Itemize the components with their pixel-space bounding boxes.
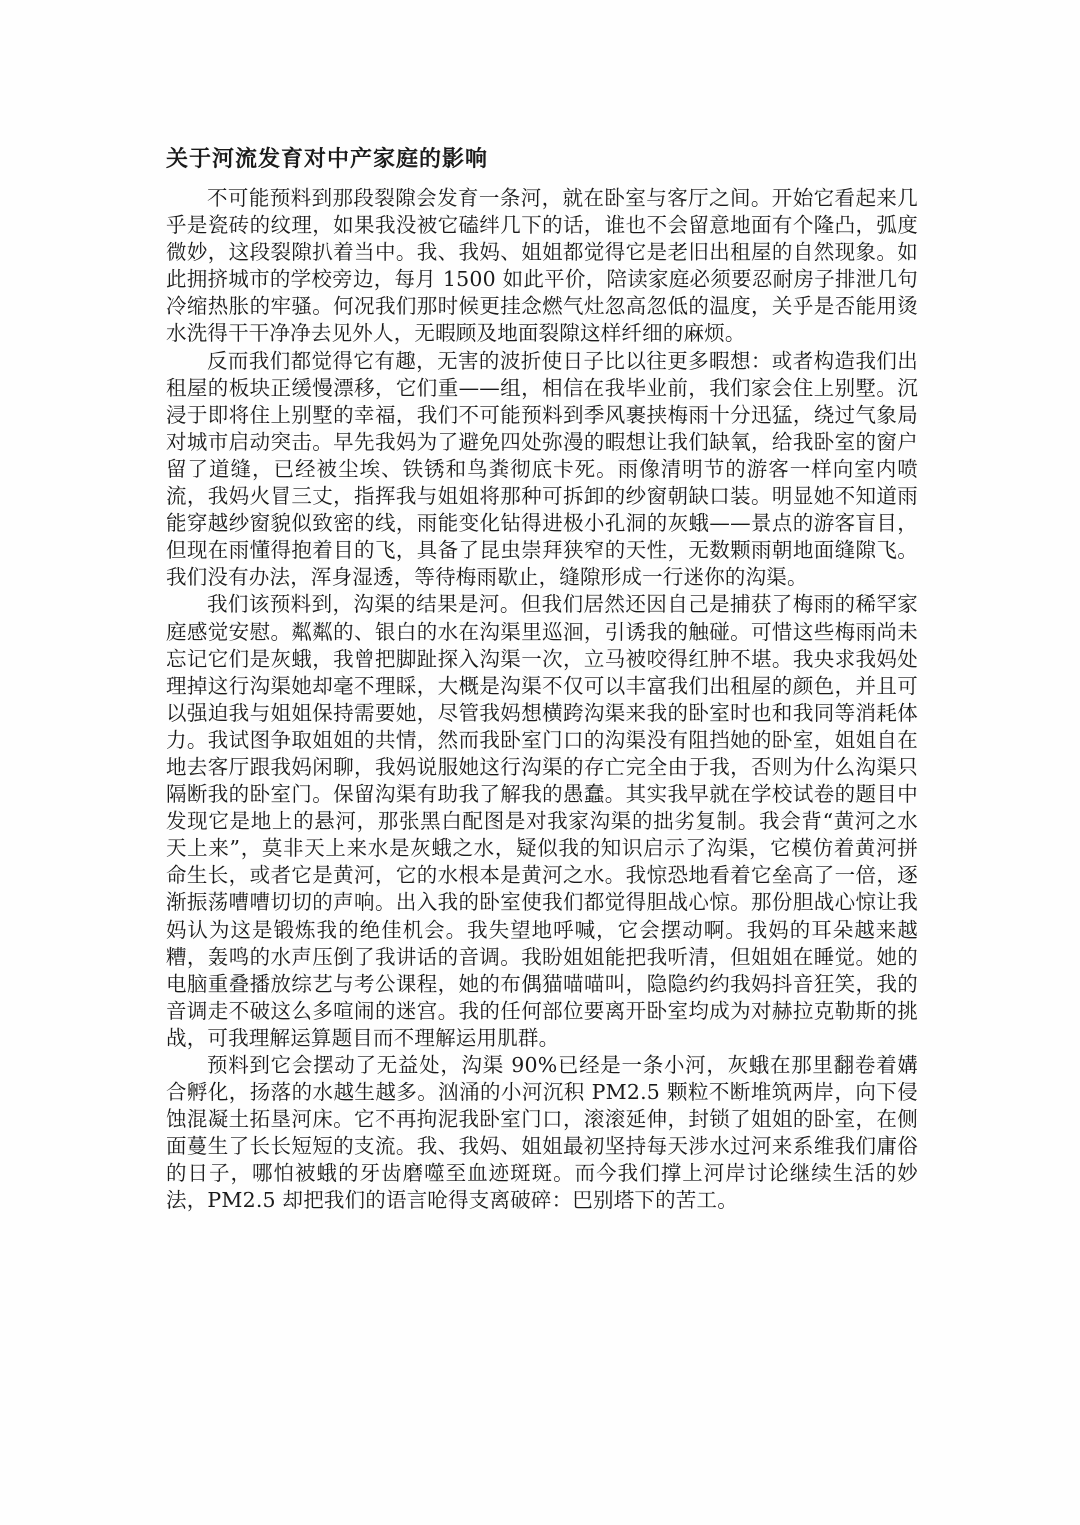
paragraph: 预料到它会摆动了无益处，沟渠 90%已经是一条小河，灰蛾在那里翻卷着媾合孵化，扬落的水越生越多。汹涌的小河沉积 PM2.5 颗粒不断堆筑两岸，向下侵蚀混凝土拓垦河床。它不再拘泥我卧室门口，滚滚延伸，封锁了姐姐的卧室，在侧面蔓生了长长短短的支流。我、我妈、姐姐最初坚持每天涉水过河来系维我们庸俗的日子，哪怕被蛾的牙齿磨噬至血迹斑斑。而今我们撑上河岸讨论继续生活的妙法，PM2.5 却把我们的语言呛得支离破碎：巴别塔下的苦工。 <box>166 1053 918 1213</box>
paragraph: 不可能预料到那段裂隙会发育一条河，就在卧室与客厅之间。开始它看起来几乎是瓷砖的纹理，如果我没被它磕绊几下的话，谁也不会留意地面有个隆凸，弧度微妙，这段裂隙扒着当中。我、我妈、姐姐都觉得它是老旧出租屋的自然现象。如此拥挤城市的学校旁边，每月 1500 如此平价，陪读家庭必须要忍耐房子排泄几句冷缩热胀的牢骚。何况我们那时候更挂念燃气灶忽高忽低的温度，关乎是否能用烫水洗得干干净净去见外人，无暇顾及地面裂隙这样纤细的麻烦。 <box>166 186 918 346</box>
paragraph: 反而我们都觉得它有趣，无害的波折使日子比以往更多暇想：或者构造我们出租屋的板块正缓慢漂移，它们重——组，相信在我毕业前，我们家会住上别墅。沉浸于即将住上别墅的幸福，我们不可能预料到季风裹挟梅雨十分迅猛，绕过气象局对城市启动突击。早先我妈为了避免四处弥漫的暇想让我们缺氧，给我卧室的窗户留了道缝，已经被尘埃、铁锈和鸟粪彻底卡死。雨像清明节的游客一样向室内喷流，我妈火冒三丈，指挥我与姐姐将那种可拆卸的纱窗朝缺口装。明显她不知道雨能穿越纱窗貌似致密的线，雨能变化钻得进极小孔洞的灰蛾——景点的游客盲目，但现在雨懂得抱着目的飞，具备了昆虫崇拜狭窄的天性，无数颗雨朝地面缝隙飞。我们没有办法，浑身湿透，等待梅雨歇止，缝隙形成一行迷你的沟渠。 <box>166 348 918 590</box>
document-body <box>166 185 918 1215</box>
paragraph: 我们该预料到，沟渠的结果是河。但我们居然还因自己是捕获了梅雨的稀罕家庭感觉安慰。粼粼的、银白的水在沟渠里巡洄，引诱我的触碰。可惜这些梅雨尚未忘记它们是灰蛾，我曾把脚趾探入沟渠一次，立马被咬得红肿不堪。我央求我妈处理掉这行沟渠她却毫不理睬，大概是沟渠不仅可以丰富我们出租屋的颜色，并且可以强迫我与姐姐保持需要她，尽管我妈想横跨沟渠来我的卧室时也和我同等消耗体力。我试图争取姐姐的共情，然而我卧室门口的沟渠没有阻挡她的卧室，姐姐自在地去客厅跟我妈闲聊，我妈说服她这行沟渠的存亡完全由于我，否则为什么沟渠只隔断我的卧室门。保留沟渠有助我了解我的愚蠢。其实我早就在学校试卷的题目中发现它是地上的悬河，那张黑白配图是对我家沟渠的拙劣复制。我会背“黄河之水天上来”，莫非天上来水是灰蛾之水，疑似我的知识启示了沟渠，它模仿着黄河拼命生长，或者它是黄河，它的水根本是黄河之水。我惊恐地看着它垒高了一倍，逐渐振荡嘈嘈切切的声响。出入我的卧室使我们都觉得胆战心惊。那份胆战心惊让我妈认为这是锻炼我的绝佳机会。我失望地呼喊，它会摆动啊。我妈的耳朵越来越糟，轰鸣的水声压倒了我讲话的音调。我盼姐姐能把我听清，但姐姐在睡觉。她的电脑重叠播放综艺与考公课程，她的布偶猫喵喵叫，隐隐约约我妈抖音狂笑，我的音调走不破这么多喧闹的迷宫。我的任何部位要离开卧室均成为对赫拉克勒斯的挑战，可我理解运算题目而不理解运用肌群。 <box>166 592 918 1050</box>
document-title: 关于河流发育对中产家庭的影响 <box>166 146 489 172</box>
